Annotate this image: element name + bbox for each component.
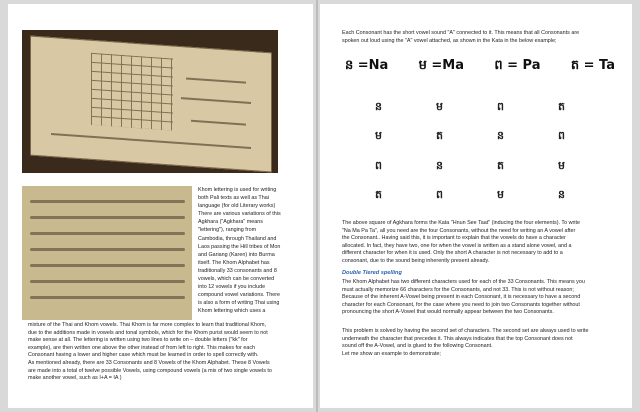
- text-line: pronouncing the short A-Vowel that would normally appear between the two Consonants.: [342, 309, 554, 316]
- text-line: and Gariang (Karen) into Burma: [198, 251, 275, 258]
- agkhara-cell: ត: [497, 158, 504, 172]
- body-paragraph: [28, 322, 308, 383]
- text-line: itself. The Khom Alphabet has: [198, 259, 270, 266]
- script-line: [30, 216, 185, 219]
- text-line: Let me show an example to demonstrate;: [342, 350, 441, 357]
- manuscript-photo: [22, 30, 278, 173]
- text-line: due to the additions made in vowels and tonal symbols, which for the Khom purist would seem to not: [28, 329, 268, 336]
- agkhara-cell: ម: [375, 129, 382, 143]
- text-line: underneath the character that precedes it. This always indicates that the top Consonant does not: [342, 335, 573, 342]
- agkhara-cell: ព: [375, 158, 382, 172]
- text-line: The Khom Alphabet has two different characters used for each of the 33 Consonants. This means you: [342, 279, 585, 285]
- agkhara-cell: ត: [375, 188, 382, 202]
- text-line: The above square of Agkhara forms the Kata "Hnun See Taat" (inducing the four elements). To write: [342, 220, 580, 226]
- text-line: make sense at all. The lettering is written using two lines to write on – double letters ("kk" for: [28, 337, 248, 344]
- text-line: Cambodia, through Thailand and: [198, 235, 277, 242]
- text-line: into 12 vowels if you include: [198, 284, 266, 291]
- text-line: Khom lettering which uses a: [198, 308, 266, 315]
- script-line: [30, 200, 185, 203]
- text-line: sound off the A-Vowel, and is glued to the following Consonant.: [342, 343, 493, 350]
- agkhara-cell: ព: [497, 99, 504, 113]
- text-line: "lettering"), ranging from: [198, 227, 257, 234]
- text-line: Each Consonant has the short vowel sound "A" connected to it. This means that all Consonants are: [342, 30, 580, 36]
- text-line: Laos passing the Hill tribes of Mon: [198, 243, 281, 250]
- text-line: Consonant having a lower and higher case which must be learned in order to spell correctly with.: [28, 352, 259, 359]
- text-line: spoken out loud using the "A" vowel attached, as shown in the Kata in the below example;: [342, 37, 557, 44]
- text-line: compound vowel variations. There: [198, 292, 281, 299]
- ink-stroke: [51, 133, 251, 149]
- text-line: allocated. In fact, they have two, one for when the vowel is written as a stand alone vowel, and a: [342, 242, 572, 249]
- solution-paragraph: [342, 328, 627, 358]
- khom-script-photo: [22, 186, 192, 320]
- agkhara-cell: ន: [558, 188, 565, 202]
- agkhara-cell: ត: [558, 99, 565, 113]
- text-line: mixture of the Thai and Khom vowels. Thai Khom is far more complex to learn that traditional Khom,: [28, 322, 266, 328]
- page-gutter: [316, 0, 318, 412]
- agkhara-cell: ន: [375, 99, 382, 113]
- kata-ta: ត = Ta: [570, 57, 615, 73]
- ink-stroke: [186, 77, 246, 83]
- text-line: consonant, due to the sound being inherently present already.: [342, 257, 490, 264]
- text-line: both Pali texts as well as Thai: [198, 195, 269, 202]
- text-line: Khom lettering is used for writing: [198, 187, 277, 193]
- ink-stroke: [191, 120, 246, 126]
- script-line: [30, 280, 185, 283]
- text-line: language (for old Literary works): [198, 203, 276, 210]
- text-line: There are various variations of this: [198, 211, 281, 218]
- square-explanation-paragraph: [342, 220, 627, 266]
- text-line: vowels, which can be converted: [198, 276, 275, 283]
- text-line: traditionally 33 consonants and 8: [198, 267, 277, 274]
- text-line: Agkhara ("Agkhara" means: [198, 219, 263, 226]
- kata-na: ន =Na: [345, 57, 389, 73]
- agkhara-cell: ត: [436, 129, 443, 143]
- section-heading: Double Tiered spelling: [342, 270, 402, 276]
- script-line: [30, 296, 185, 299]
- text-line: is also a form of writing Thai using: [198, 300, 280, 307]
- kata-pa: ព = Pa: [494, 57, 541, 73]
- open-manuscript-book: [30, 36, 272, 173]
- text-line: character for each Consonant, for the case where you need to join two Consonants together without: [342, 301, 580, 308]
- text-line: make another vowel, such as I+A = IA ): [28, 375, 122, 382]
- intro-column-text: [198, 186, 310, 316]
- double-tier-paragraph: [342, 279, 627, 317]
- text-line: must actually memorize 66 characters for the Consonants, and not 33. This is not without reason;: [342, 286, 574, 293]
- text-line: the Consonant.. Having said this, it is important to explain that the vowels do have a character: [342, 235, 566, 242]
- agkhara-cell: ម: [558, 158, 565, 172]
- text-line: This problem is solved by having the second set of characters. The second set are always used to write: [342, 328, 589, 334]
- agkhara-cell: ម: [497, 188, 504, 202]
- script-line: [30, 232, 185, 235]
- text-line: "Na Ma Pa Ta", all you need are the four Consonants, without the need for writing an A vowel after: [342, 227, 576, 234]
- agkhara-cell: ន: [497, 129, 504, 143]
- yantra-grid: [91, 53, 173, 131]
- agkhara-cell: ព: [436, 188, 443, 202]
- text-line: are made into a total of twelve possible Vowels, using compound vowels (a mix of two single vowels to: [28, 367, 272, 374]
- kata-ma: ម =Ma: [418, 57, 465, 73]
- agkhara-cell: ព: [558, 129, 565, 143]
- script-line: [30, 264, 185, 267]
- text-line: different character for when it is used. Only the short A character is not necessary to add to a: [342, 250, 563, 257]
- agkhara-square: [348, 93, 592, 211]
- ink-stroke: [181, 97, 251, 104]
- agkhara-cell: ម: [436, 99, 443, 113]
- agkhara-cell: ន: [436, 158, 443, 172]
- script-line: [30, 248, 185, 251]
- text-line: Because of the inherent A-Vowel being present in each Consonant, it is necessary to have a second: [342, 294, 581, 301]
- text-line: example), are then written one above the other instead of from left to right. This makes for each: [28, 344, 256, 351]
- kata-intro-paragraph: [342, 30, 627, 45]
- text-line: As mentioned already, there are 33 Consonants and 8 Vowels of the Khom Alphabet. These 8 Vowels: [28, 359, 270, 366]
- kata-example-row: [345, 55, 615, 77]
